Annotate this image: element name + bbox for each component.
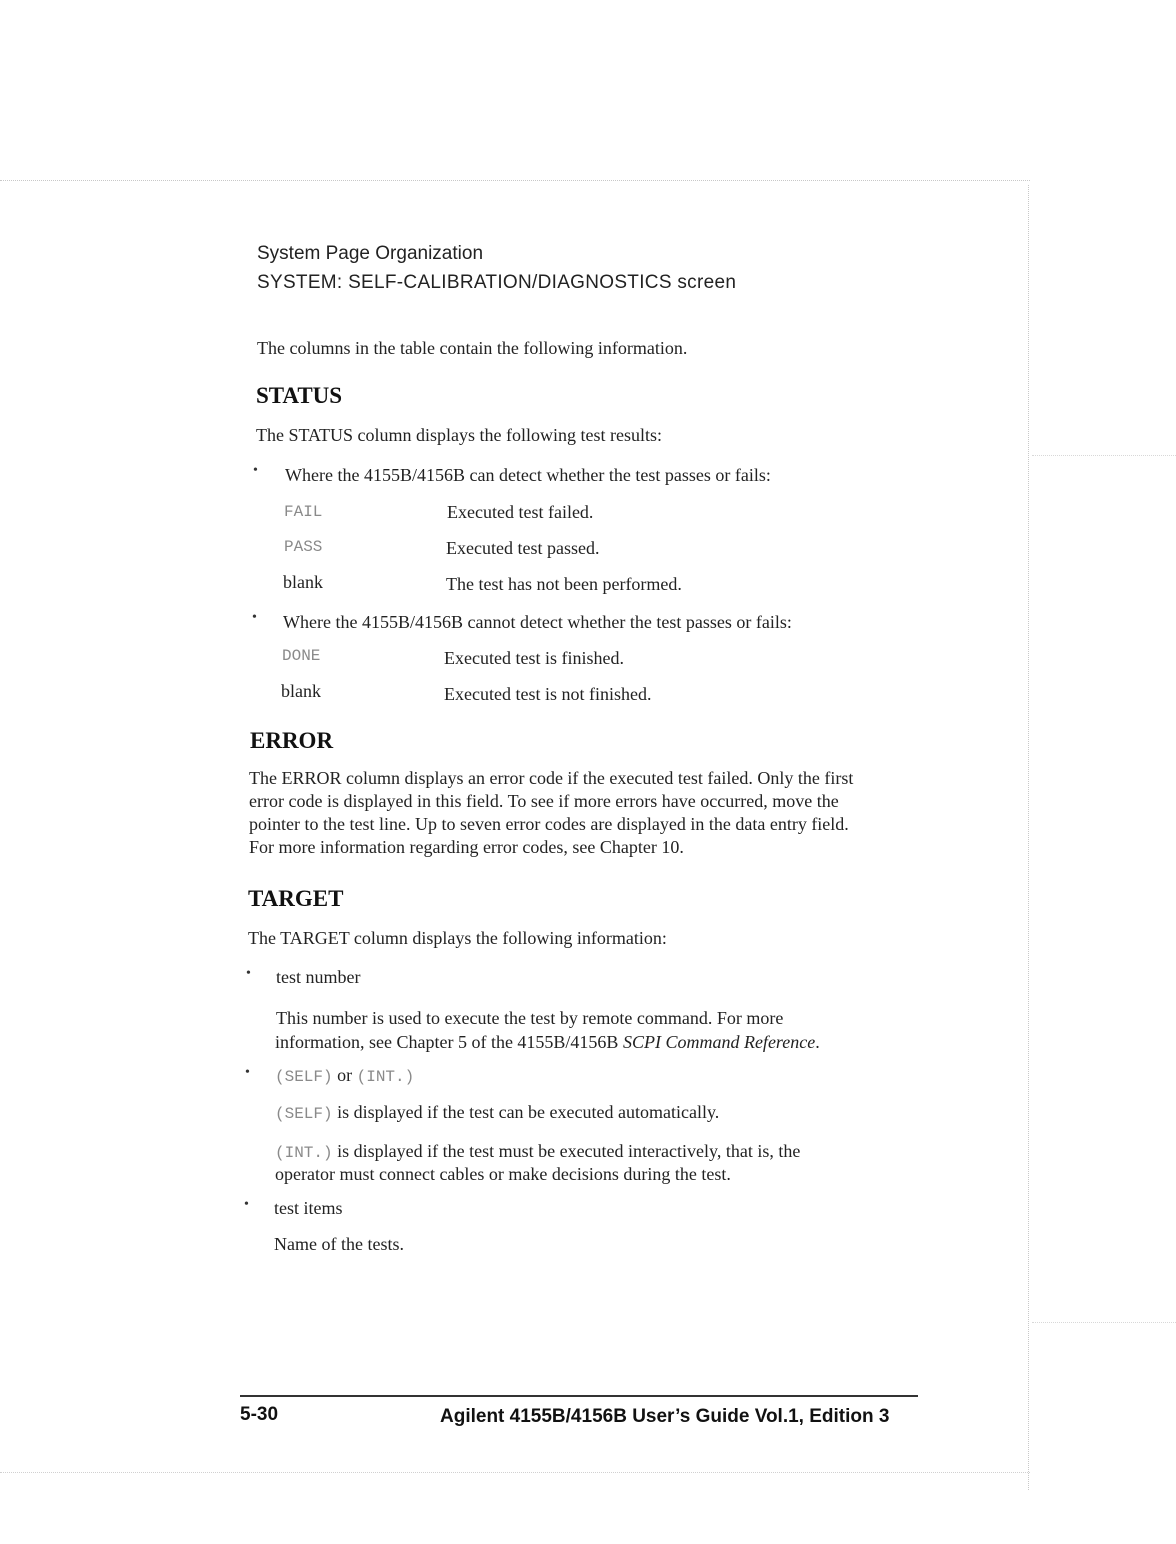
int-desc-1 [275,1140,800,1165]
page-number: 5-30 [240,1404,279,1425]
target-intro: The TARGET column displays the following information: [248,928,667,948]
status-bullet-2: Where the 4155B/4156B cannot detect whether the test passes or fails: [283,612,792,632]
desc-text: information, see Chapter 5 of the 4155B/4156B [275,1032,623,1052]
status-code: DONE [282,647,321,665]
test-number-desc-2 [275,1031,820,1054]
bullet-icon: • [244,1197,249,1212]
int-desc-2: operator must connect cables or make decisions during the test. [275,1164,731,1184]
bullet-icon: • [245,1065,250,1080]
target-heading: TARGET [248,886,344,911]
error-line: error code is displayed in this field. To see if more errors have occurred, move the [249,791,839,811]
or-text: or [337,1065,353,1085]
status-bullet-1: Where the 4155B/4156B can detect whether the test passes or fails: [285,465,771,485]
status-code: blank [283,572,323,592]
bullet-icon: • [253,463,258,478]
error-paragraph [249,767,929,859]
section-header: System Page Organization [257,243,484,264]
status-code: PASS [284,538,323,556]
target-item-test-number: test number [276,967,361,987]
error-line: For more information regarding error codes, see Chapter 10. [249,837,684,857]
desc-text: is displayed if the test must be executed interactively, that is, the [337,1141,801,1161]
bullet-icon: • [246,966,251,981]
footer-rule [240,1395,918,1397]
target-item-test-items: test items [274,1198,343,1218]
status-desc: Executed test passed. [446,538,600,558]
code-int: (INT.) [356,1068,415,1086]
screen-title: SYSTEM: SELF-CALIBRATION/DIAGNOSTICS screen [257,272,737,293]
footer-title: Agilent 4155B/4156B User’s Guide Vol.1, Edition 3 [440,1406,890,1427]
bullet-icon: • [252,610,257,625]
test-number-desc-1: This number is used to execute the test by remote command. For more [276,1008,784,1028]
error-line: The ERROR column displays an error code if the executed test failed. Only the first [249,768,854,788]
code-self: (SELF) [275,1068,333,1086]
reference-title: SCPI Command Reference [622,1032,816,1052]
status-desc: Executed test is not finished. [444,684,652,704]
status-heading: STATUS [256,383,343,408]
self-desc [275,1101,719,1126]
status-desc: Executed test is finished. [444,648,624,668]
desc-text: . [815,1032,820,1052]
desc-text: is displayed if the test can be executed automatically. [337,1102,720,1122]
target-item-self-int [275,1064,414,1089]
status-code: FAIL [284,503,323,521]
status-desc: Executed test failed. [447,502,594,522]
status-intro: The STATUS column displays the following test results: [256,425,663,445]
error-heading: ERROR [250,728,334,753]
status-code: blank [281,681,321,701]
code-int: (INT.) [275,1144,333,1162]
intro-text: The columns in the table contain the following information. [257,338,688,358]
error-line: pointer to the test line. Up to seven error codes are displayed in the data entry field. [249,814,849,834]
code-self: (SELF) [275,1105,333,1123]
status-desc: The test has not been performed. [446,574,682,594]
test-items-desc: Name of the tests. [274,1234,404,1254]
